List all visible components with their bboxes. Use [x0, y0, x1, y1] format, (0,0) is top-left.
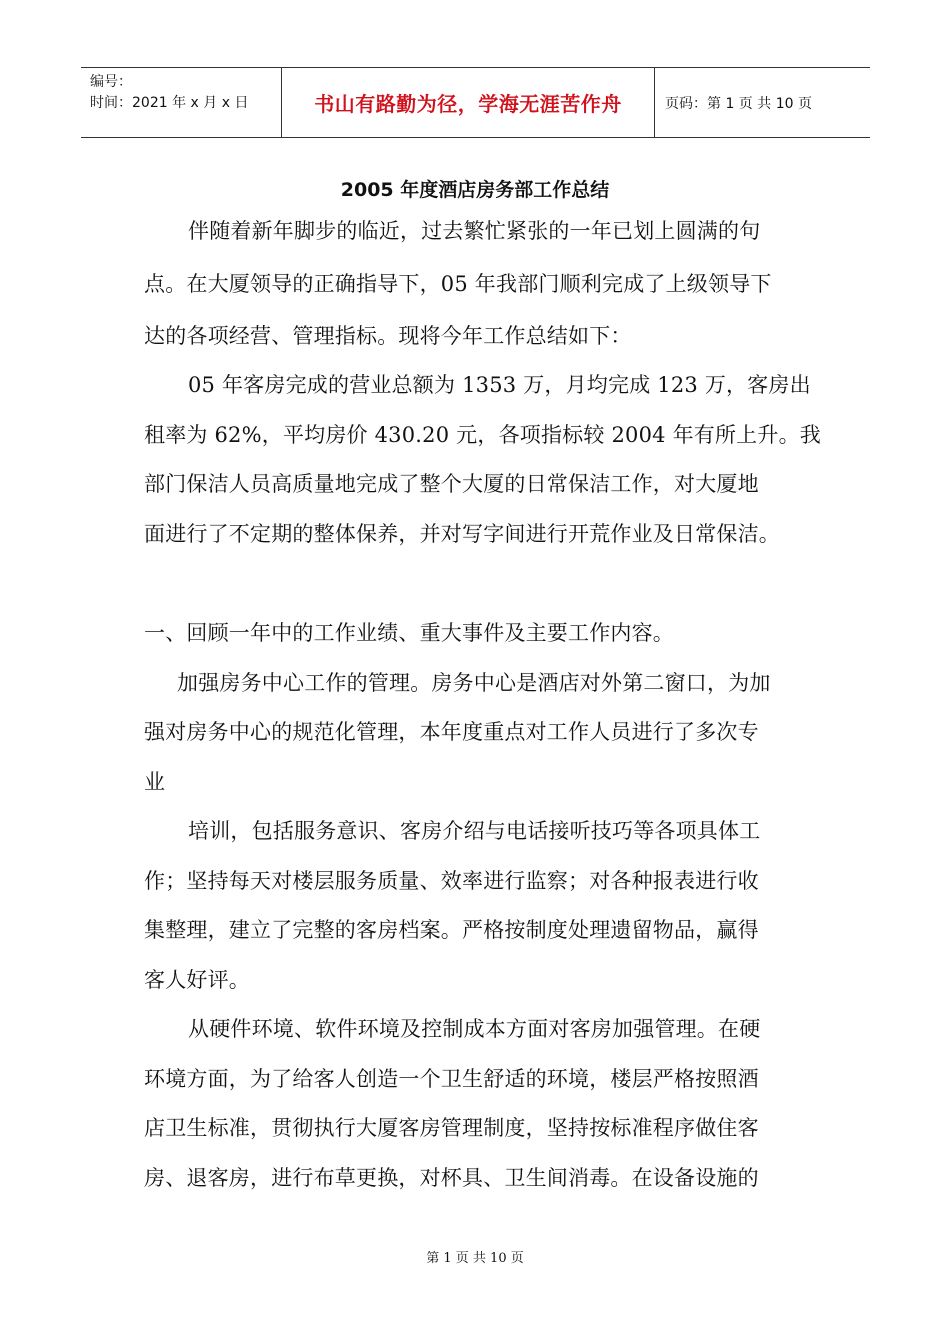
- page-info: 页码：第 1 页 共 10 页: [665, 95, 812, 112]
- body-line: 店卫生标准，贯彻执行大厦客房管理制度，坚持按标准程序做住客: [144, 1116, 759, 1140]
- body-line: 集整理，建立了完整的客房档案。严格按制度处理遗留物品，赢得: [144, 918, 759, 942]
- body-line: 强对房务中心的规范化管理，本年度重点对工作人员进行了多次专: [144, 720, 759, 744]
- body-line: 达的各项经营、管理指标。现将今年工作总结如下：: [144, 324, 632, 348]
- document-header: [81, 67, 870, 138]
- body-line: 房、退客房，进行布草更换，对杯具、卫生间消毒。在设备设施的: [144, 1166, 759, 1190]
- body-line: 05 年客房完成的营业总额为 1353 万，月均完成 123 万，客房出: [188, 373, 811, 397]
- body-line: 客人好评。: [144, 968, 250, 992]
- number-label: 编号：: [90, 74, 132, 90]
- body-line: 面进行了不定期的整体保养，并对写字间进行开荒作业及日常保洁。: [144, 522, 780, 546]
- body-line: 作；坚持每天对楼层服务质量、效率进行监察；对各种报表进行收: [144, 869, 759, 893]
- body-line: 加强房务中心工作的管理。房务中心是酒店对外第二窗口，为加: [177, 671, 771, 695]
- body-line: 环境方面，为了给客人创造一个卫生舒适的环境，楼层严格按照酒: [144, 1067, 759, 1091]
- body-line: 点。在大厦领导的正确指导下，05 年我部门顺利完成了上级领导下: [144, 272, 772, 296]
- header-meta: [81, 68, 282, 137]
- body-line: 培训，包括服务意识、客房介绍与电话接听技巧等各项具体工: [188, 819, 761, 843]
- time-label: 时间：2021 年 x 月 x 日: [90, 95, 249, 111]
- section-heading: 一、回顾一年中的工作业绩、重大事件及主要工作内容。: [144, 621, 674, 645]
- motto-text: 书山有路勤为径，学海无涯苦作舟: [314, 92, 622, 116]
- body-line: 伴随着新年脚步的临近，过去繁忙紧张的一年已划上圆满的句: [188, 219, 761, 243]
- body-line: 从硬件环境、软件环境及控制成本方面对客房加强管理。在硬: [188, 1017, 761, 1041]
- body-line: 业: [144, 770, 166, 794]
- body-line: 部门保洁人员高质量地完成了整个大厦的日常保洁工作，对大厦地: [144, 472, 759, 496]
- header-motto-cell: [282, 68, 655, 137]
- body-line: 租率为 62%，平均房价 430.20 元，各项指标较 2004 年有所上升。我: [144, 423, 821, 447]
- document-title: 2005 年度酒店房务部工作总结: [340, 179, 610, 201]
- page-footer: 第 1 页 共 10 页: [426, 1251, 524, 1266]
- header-page-cell: [655, 68, 870, 137]
